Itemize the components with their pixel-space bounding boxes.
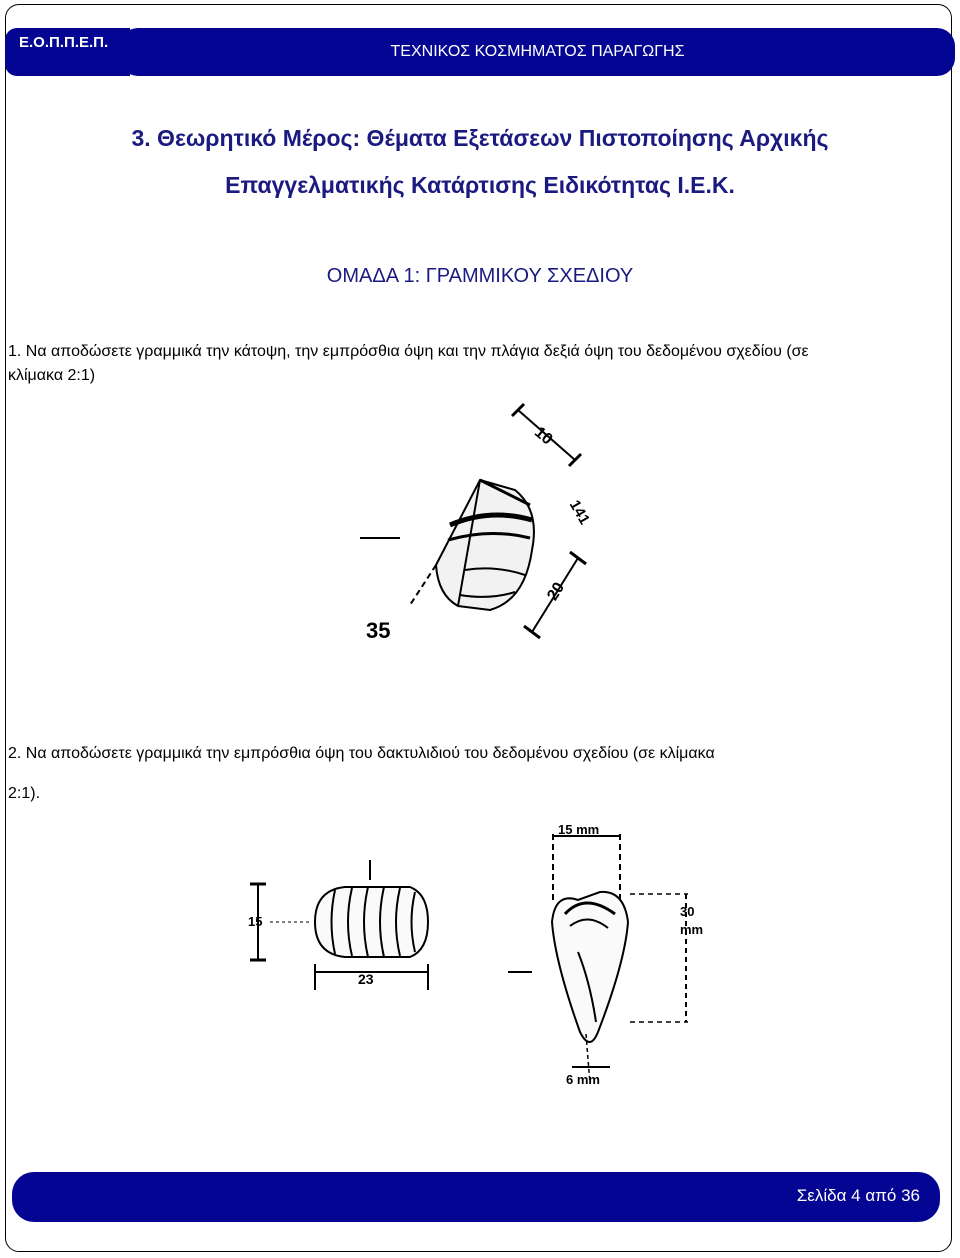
drawing-2: [240, 822, 740, 1094]
dim2-bottom: 6 mm: [566, 1072, 600, 1087]
section-title-line1: 3. Θεωρητικό Μέρος: Θέματα Εξετάσεων Πιστοποίησης Αρχικής: [131, 125, 829, 151]
dim2-width: 23: [358, 971, 374, 987]
header-org-tab: [5, 28, 130, 76]
dim1-right: 20: [544, 579, 569, 604]
dim1-top: 10: [531, 423, 556, 449]
dim2-top: 15 mm: [558, 822, 600, 837]
question1-line1: 1. Να αποδώσετε γραμμικά την κάτοψη, την εμπρόσθια όψη και την πλάγια δεξιά όψη του δεδομένου σχεδίου (σε: [8, 343, 809, 360]
header-specialty-bar: [120, 28, 955, 76]
dim2-side-a: 30: [680, 904, 695, 919]
question2-line1: 2. Να αποδώσετε γραμμικά την εμπρόσθια όψη του δακτυλιδιού του δεδομένου σχεδίου (σε κλίμακα: [8, 745, 715, 762]
question1-line2: κλίμακα 2:1): [8, 367, 96, 384]
drawing-1: [340, 400, 620, 660]
section-title-line2: Επαγγελματικής Κατάρτισης Ειδικότητας Ι.Ε.Κ.: [225, 172, 735, 198]
dim2-side-b: mm: [680, 922, 704, 937]
page-number: Σελίδα 4 από 36: [796, 1186, 920, 1205]
dim1-small: 141: [565, 497, 594, 528]
dim1-left: 35: [366, 618, 391, 643]
question2-line2: 2:1).: [8, 785, 41, 802]
header-org: Ε.Ο.Π.Π.Ε.Π.: [19, 34, 109, 51]
header-specialty: ΤΕΧΝΙΚΟΣ ΚΟΣΜΗΜΑΤΟΣ ΠΑΡΑΓΩΓΗΣ: [390, 43, 685, 60]
group-heading: ΟΜΑΔΑ 1: ΓΡΑΜΜΙΚΟΥ ΣΧΕΔΙΟΥ: [326, 265, 634, 287]
footer-bar: [12, 1172, 940, 1222]
dim2-height: 15: [248, 914, 263, 929]
